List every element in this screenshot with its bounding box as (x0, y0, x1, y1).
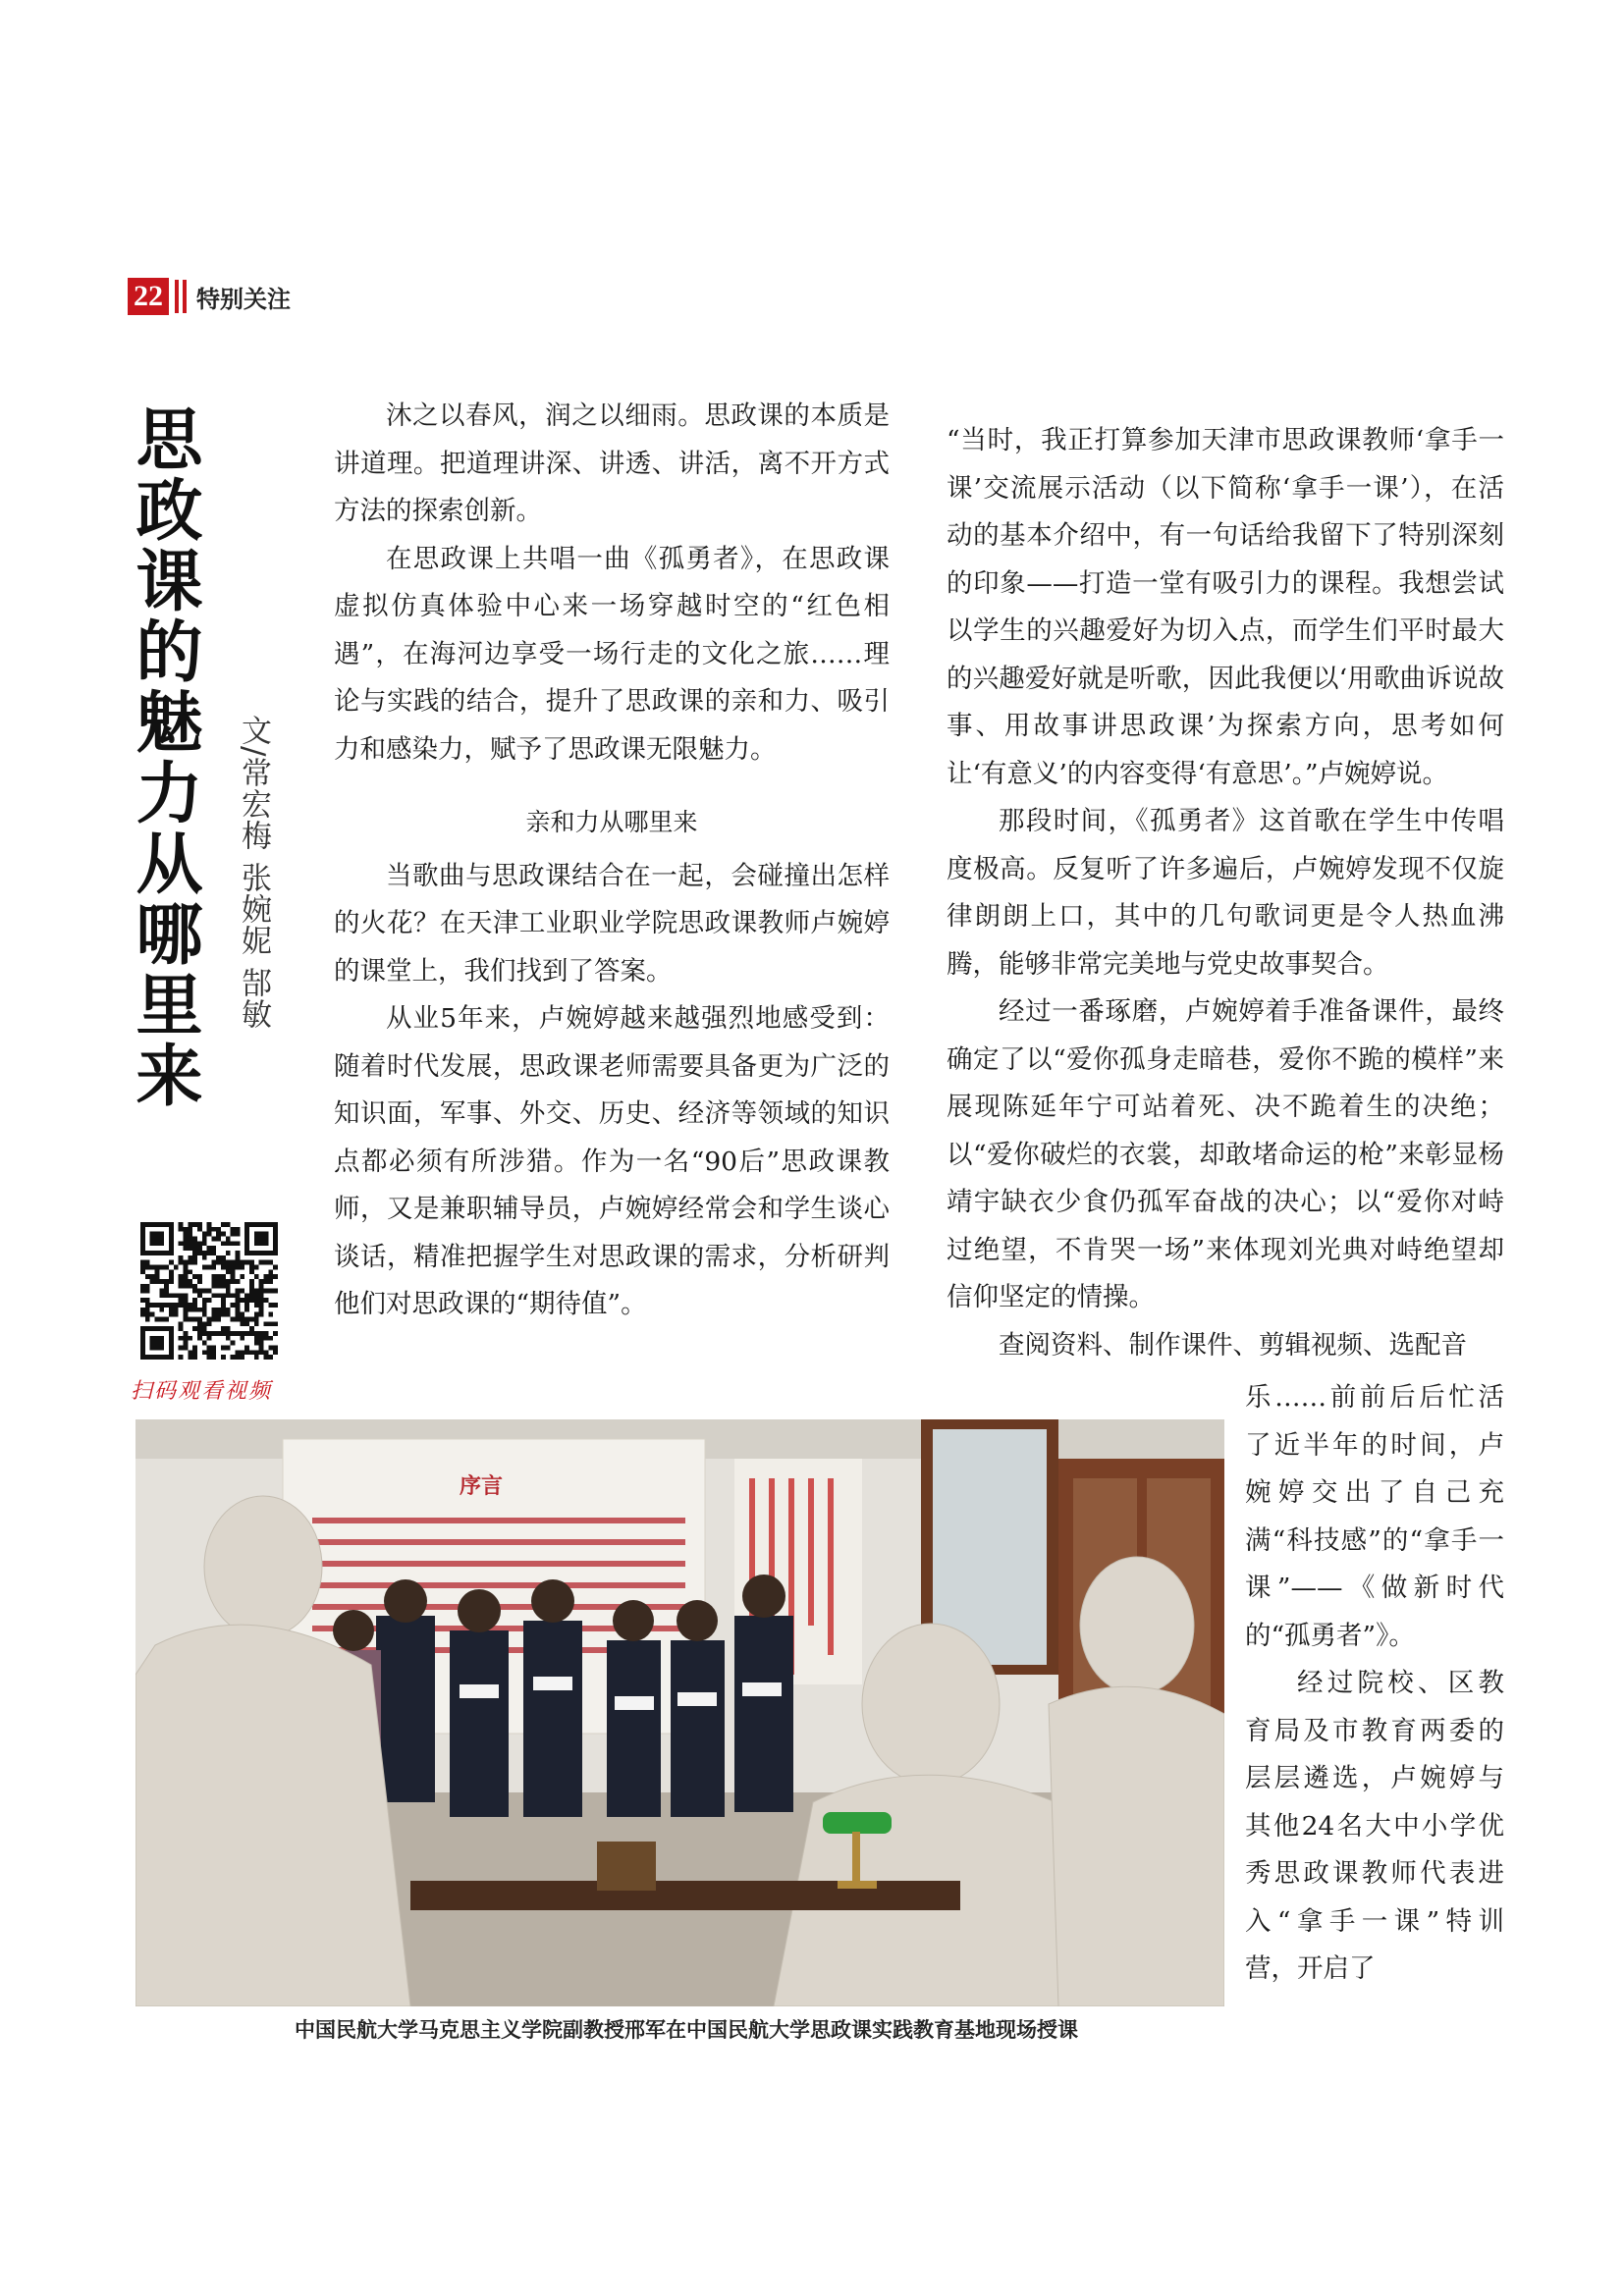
paragraph: 沐之以春风，润之以细雨。思政课的本质是讲道理。把道理讲深、讲透、讲活，离不开方式方法的探索创新。 (334, 400, 890, 526)
column-1 (334, 393, 890, 1329)
qr-code[interactable] (140, 1222, 278, 1360)
paragraph: 在思政课上共唱一曲《孤勇者》，在思政课虚拟仿真体验中心来一场穿越时空的“红色相遇”，在海河边享受一场行走的文化之旅……理论与实践的结合，提升了思政课的亲和力、吸引力和感染力，赋予了思政课无限魅力。 (334, 543, 890, 765)
column-3 (1245, 1374, 1504, 1994)
paragraph: 经过院校、区教育局及市教育两委的层层遴选，卢婉婷与其他24名大中小学优秀思政课教师代表进入“拿手一课”特训营，开启了 (1245, 1668, 1504, 1984)
photo-caption: 中国民航大学马克思主义学院副教授邢军在中国民航大学思政课实践教育基地现场授课 (295, 2018, 1078, 2042)
paragraph: 乐……前前后后忙活了近半年的时间，卢婉婷交出了自己充满“科技感”的“拿手一课”——《做新时代的“孤勇者”》。 (1245, 1382, 1504, 1651)
paragraph: 经过一番琢磨，卢婉婷着手准备课件，最终确定了以“爱你孤身走暗巷，爱你不跪的模样”来展现陈延年宁可站着死、决不跪着生的决绝；以“爱你破烂的衣裳，却敢堵命运的枪”来彰显杨靖宇缺衣少食仍孤军奋战的决心；以“爱你对峙过绝望，不肯哭一场”来体现刘光典对峙绝望却信仰坚定的情操。 (947, 996, 1504, 1312)
column-2 (947, 417, 1504, 1369)
qr-caption: 扫码观看视频 (131, 1379, 273, 1404)
section-label: 特别关注 (196, 284, 291, 313)
paragraph: “当时，我正打算参加天津市思政课教师‘拿手一课’交流展示活动（以下简称‘拿手一课’），在活动的基本介绍中，有一句话给我留下了特别深刻的印象——打造一堂有吸引力的课程。我想尝试以学生的兴趣爱好为切入点，而学生们平时最大的兴趣爱好就是听歌，因此我便以‘用歌曲诉说故事、用故事讲思政课’为探索方向，思考如何让‘有意义’的内容变得‘有意思’。”卢婉婷说。 (947, 425, 1504, 789)
paragraph: 当歌曲与思政课结合在一起，会碰撞出怎样的火花？在天津工业职业学院思政课教师卢婉婷的课堂上，我们找到了答案。 (334, 860, 890, 987)
subheading: 亲和力从哪里来 (525, 808, 698, 836)
header-divider-bars (175, 280, 187, 313)
page-header (128, 277, 291, 316)
paragraph: 那段时间，《孤勇者》这首歌在学生中传唱度极高。反复听了许多遍后，卢婉婷发现不仅旋律朗朗上口，其中的几句歌词更是令人热血沸腾，能够非常完美地与党史故事契合。 (947, 806, 1504, 980)
classroom-photo (135, 1419, 1224, 2006)
paragraph: 查阅资料、制作课件、剪辑视频、选配音 (999, 1329, 1467, 1361)
page-number: 22 (128, 278, 169, 315)
byline: 文/常宏梅 张婉妮 郜敏 (236, 715, 271, 1031)
article-title: 思政课的魅力从哪里来 (125, 404, 202, 1111)
exhibit-heading: 序言 (460, 1474, 504, 1499)
paragraph: 从业5年来，卢婉婷越来越强烈地感受到：随着时代发展，思政课老师需要具备更为广泛的知识面，军事、外交、历史、经济等领域的知识点都必须有所涉猎。作为一名“90后”思政课教师，又是兼职辅导员，卢婉婷经常会和学生谈心谈话，精准把握学生对思政课的需求，分析研判他们对思政课的“期待值”。 (334, 1003, 890, 1319)
